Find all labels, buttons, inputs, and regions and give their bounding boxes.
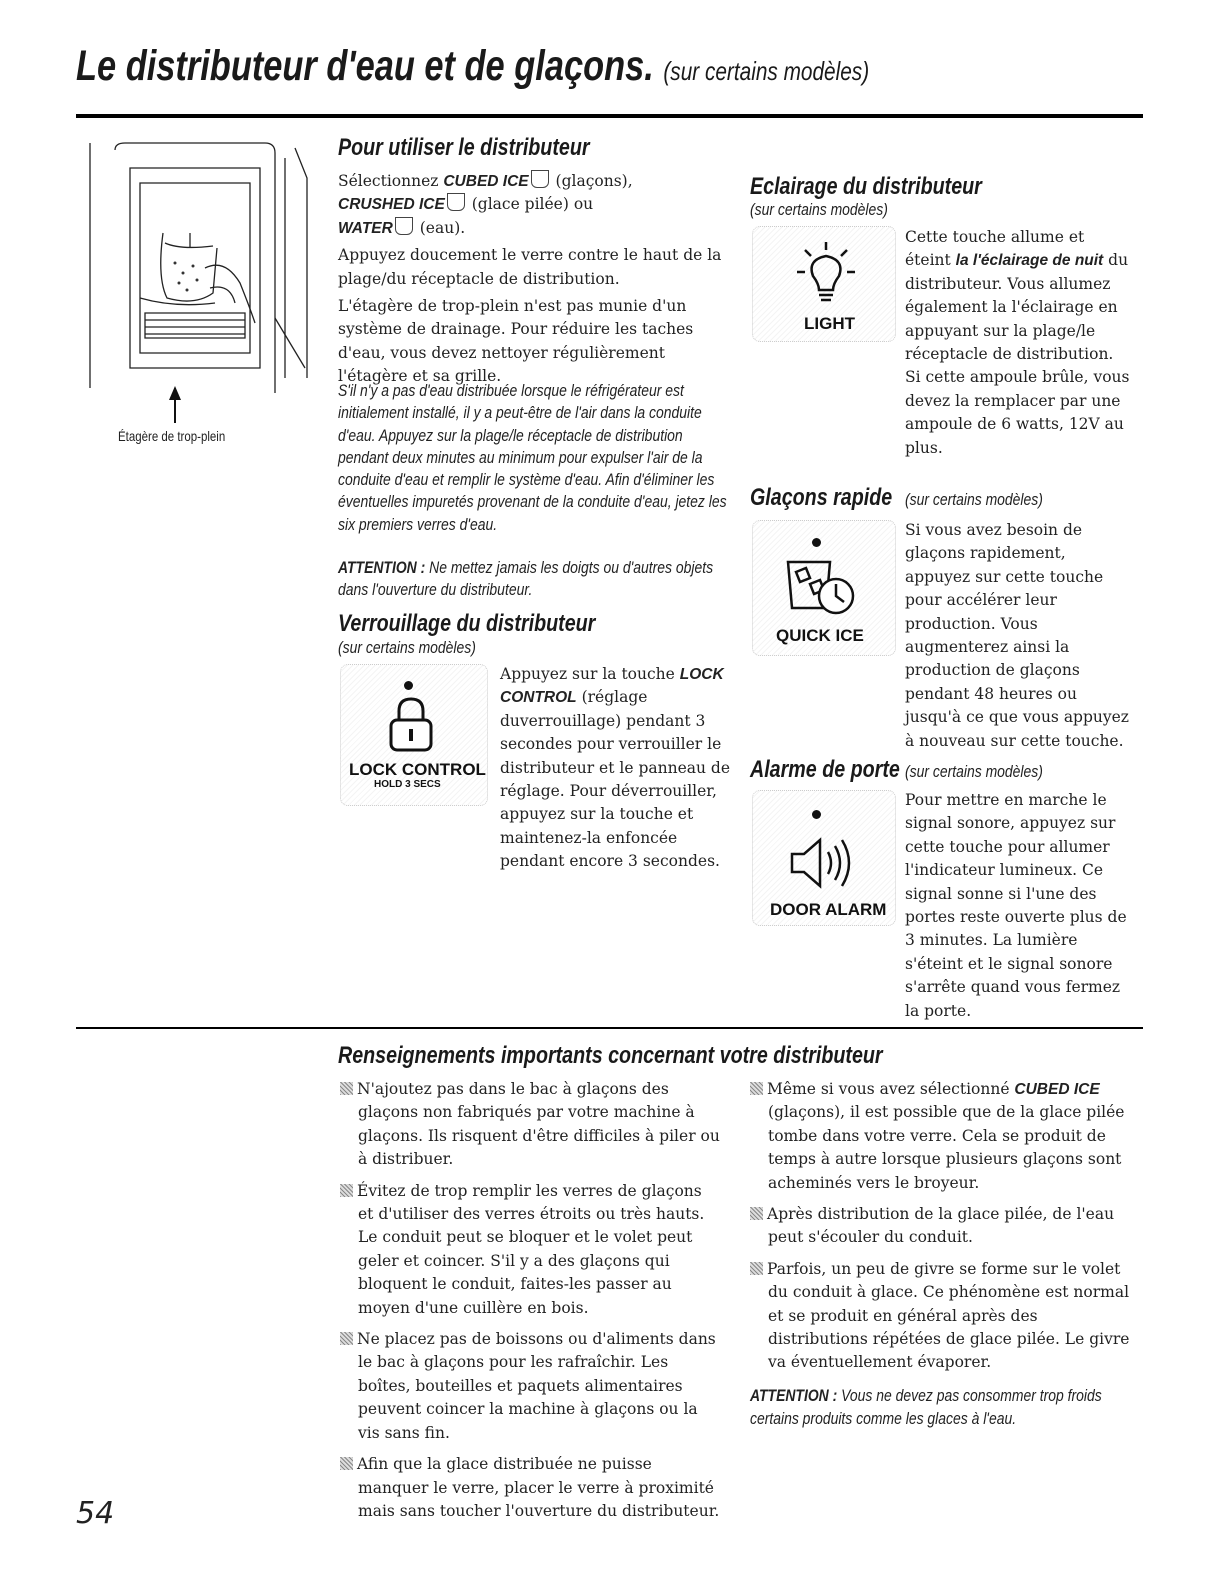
use-line-1	[338, 170, 728, 193]
bullet-icon	[340, 1082, 353, 1095]
info-bullet-2-text: Évitez de trop remplir les verres de glaçons et d'utiliser des verres étroits ou très hauts. Le conduit peut se bloquer et le volet peut geler et coincer. S'il y a des glaçons qui bloquent le conduit, faites-les passer au moyen d'une cuillère en bois.	[357, 1181, 705, 1317]
light-text-part-2: du distributeur. Vous allumez également la l'éclairage en appuyant sur la plage/le réceptacle de distribution. Si cette ampoule brûle, vous devez la remplacer par une ampoule de 6 watts, 12V au plus.	[905, 251, 1130, 457]
light-heading: Eclairage du distributeur	[750, 173, 982, 200]
light-bulb-icon	[795, 240, 857, 306]
info-attention	[750, 1384, 1135, 1430]
page-title-text: Le distributeur d'eau et de glaçons.	[76, 42, 654, 90]
use-line-3	[338, 217, 728, 240]
dispenser-illustration	[85, 138, 310, 458]
info-bullet-1	[340, 1078, 720, 1172]
info-bullet-3-text: Ne placez pas de boissons ou d'aliments dans le bac à glaçons pour les rafraîchir. Les boîtes, bouteilles et paquets alimentaires peuvent coincer la machine à glaçons ou la vis sans fin.	[357, 1330, 716, 1442]
quick-ice-icon	[780, 556, 860, 618]
quick-heading-row	[750, 484, 923, 512]
crushed-ice-keyword: CRUSHED ICE	[338, 196, 445, 214]
info-bullet-5	[750, 1078, 1135, 1195]
section-rule	[76, 1027, 1143, 1029]
lock-control-keyword: LOCK CONTROL	[500, 666, 724, 707]
crushed-ice-icon	[447, 193, 465, 211]
night-light-keyword: la l'éclairage de nuit	[955, 252, 1104, 270]
info-bullet-6	[750, 1203, 1135, 1250]
info-bullet-7	[750, 1258, 1135, 1375]
info-heading: Renseignements importants concernant votre distributeur	[338, 1042, 883, 1069]
quick-text: Si vous avez besoin de glaçons rapidement, appuyez sur cette touche pour accélérer leur production. Vous augmenterez ainsi la production de glaçons pendant 48 heures ou jusqu'à ce que vous appuyez à nouveau sur cette touche.	[905, 521, 1129, 750]
info-bullet-1-text: N'ajoutez pas dans le bac à glaçons des glaçons non fabriqués par votre machine à glaçons. Ils risquent d'être difficiles à piler ou à distribuer.	[357, 1080, 720, 1169]
water-keyword: WATER	[338, 219, 393, 237]
lock-indicator-dot	[404, 681, 413, 690]
info-bullet-2	[340, 1180, 720, 1320]
lock-control-label: LOCK CONTROL	[349, 760, 486, 779]
quick-ice-label: QUICK ICE	[776, 626, 864, 645]
lock-control-sublabel: HOLD 3 SECS	[374, 779, 441, 790]
use-italic-note-text: S'il n'y a pas d'eau distribuée lorsque le réfrigérateur est initialement installé, il y a peut-être de l'air dans la conduite d'eau. Appuyez sur la plage/le réceptacle de distribution pendant deux minutes au minimum pour expulser l'air de la conduite d'eau et remplir le système d'eau. Afin d'éliminer les éventuelles impuretés provenant de la conduite d'eau, jetez les six premiers verres d'eau.	[338, 381, 727, 534]
use-attention-label: ATTENTION :	[338, 558, 426, 577]
lock-text-part-2: (réglage duverrouillage) pendant 3 secondes pour verrouiller le distributeur et le panneau de réglage. Pour déverrouiller, appuyez sur la touche et maintenez-la enfoncée pendant encore 3 secondes.	[500, 688, 730, 871]
quick-heading: Glaçons rapide	[750, 484, 893, 511]
light-text-part-1: Cette touche allume et éteint	[905, 228, 1085, 270]
page-subtitle: (sur certains modèles)	[663, 56, 870, 86]
page-number: 54	[76, 1496, 115, 1531]
bullet-icon	[750, 1262, 763, 1275]
bullet-icon	[340, 1184, 353, 1197]
lock-heading: Verrouillage du distributeur	[338, 610, 596, 637]
alarm-subheading: (sur certains modèles)	[905, 762, 1043, 781]
use-attention-text: Ne mettez jamais les doigts ou d'autres objets dans l'ouverture du distributeur.	[338, 558, 714, 600]
use-paragraph-2: Appuyez doucement le verre contre le haut de la plage/du réceptacle de distribution.	[338, 246, 722, 288]
light-label: LIGHT	[804, 314, 855, 333]
lock-text	[500, 663, 735, 874]
cubed-ice-keyword-2: CUBED ICE	[1014, 1081, 1100, 1098]
info-bullet-6-text: Après distribution de la glace pilée, de l'eau peut s'écouler du conduit.	[767, 1205, 1115, 1247]
info-bullet-4-text: Afin que la glace distribuée ne puisse manquer le verre, placer le verre à proximité mais sans toucher l'ouverture du distributeur.	[357, 1455, 720, 1520]
use-line-2	[338, 193, 728, 216]
info-bullet-5-pre: Même si vous avez sélectionné	[767, 1080, 1015, 1098]
quick-subheading: (sur certains modèles)	[905, 490, 1043, 509]
use-line-3-post: (eau).	[414, 218, 466, 237]
use-line-1-pre: Sélectionnez	[338, 172, 444, 190]
figure-caption: Étagère de trop-plein	[118, 428, 226, 444]
info-attention-label: ATTENTION :	[750, 1386, 838, 1405]
bullet-icon	[340, 1457, 353, 1470]
bullet-icon	[750, 1207, 763, 1220]
info-attention-text: Vous ne devez pas consommer trop froids certains produits comme les glaces à l'eau.	[750, 1386, 1102, 1428]
door-alarm-label: DOOR ALARM	[770, 900, 887, 919]
info-right-column	[750, 1078, 1135, 1383]
use-line-2-post: (glace pilée) ou	[466, 195, 594, 214]
info-bullet-4	[340, 1453, 720, 1523]
use-heading: Pour utiliser le distributeur	[338, 134, 590, 161]
info-bullet-5-post: (glaçons), il est possible que de la glace pilée tombe dans votre verre. Cela se produit de temps à autre lorsque plusieurs glaçons sont acheminés vers le broyeur.	[768, 1103, 1125, 1192]
light-text	[905, 226, 1130, 460]
water-icon	[395, 217, 413, 235]
lock-text-part-1: Appuyez sur la touche	[500, 665, 680, 683]
use-paragraph-3: L'étagère de trop-plein n'est pas munie d'un système de drainage. Pour réduire les taches d'eau, vous devez nettoyer régulièrement l'étagère et sa grille.	[338, 297, 694, 386]
use-section	[338, 170, 728, 389]
info-left-column	[340, 1078, 720, 1523]
alarm-text: Pour mettre en marche le signal sonore, appuyez sur cette touche pour allumer l'indicateur lumineux. Ce signal sonne si l'une des portes reste ouverte plus de 3 minutes. La lumière s'éteint et le signal sonore s'arrête quand vous fermez la porte.	[905, 791, 1127, 1020]
page-title	[76, 42, 869, 91]
info-bullet-7-text: Parfois, un peu de givre se forme sur le volet du conduit à glace. Ce phénomène est normal et se produit en général après des distributions répétées de glace pilée. Le givre va éventuellement évaporer.	[767, 1259, 1130, 1372]
info-bullet-3	[340, 1328, 720, 1445]
padlock-icon	[388, 696, 434, 752]
use-attention	[338, 557, 728, 602]
bullet-icon	[750, 1082, 763, 1095]
header-rule	[76, 114, 1143, 118]
alarm-heading: Alarme de porte	[750, 756, 900, 783]
door-alarm-indicator-dot	[812, 810, 821, 819]
use-line-1-post: (glaçons),	[550, 172, 633, 190]
quick-ice-indicator-dot	[812, 538, 821, 547]
speaker-icon	[788, 832, 858, 894]
lock-subheading: (sur certains modèles)	[338, 638, 476, 657]
use-italic-note	[338, 380, 728, 536]
bullet-icon	[340, 1332, 353, 1345]
light-subheading: (sur certains modèles)	[750, 200, 888, 219]
cubed-ice-icon	[531, 170, 549, 188]
cubed-ice-keyword: CUBED ICE	[443, 173, 529, 190]
